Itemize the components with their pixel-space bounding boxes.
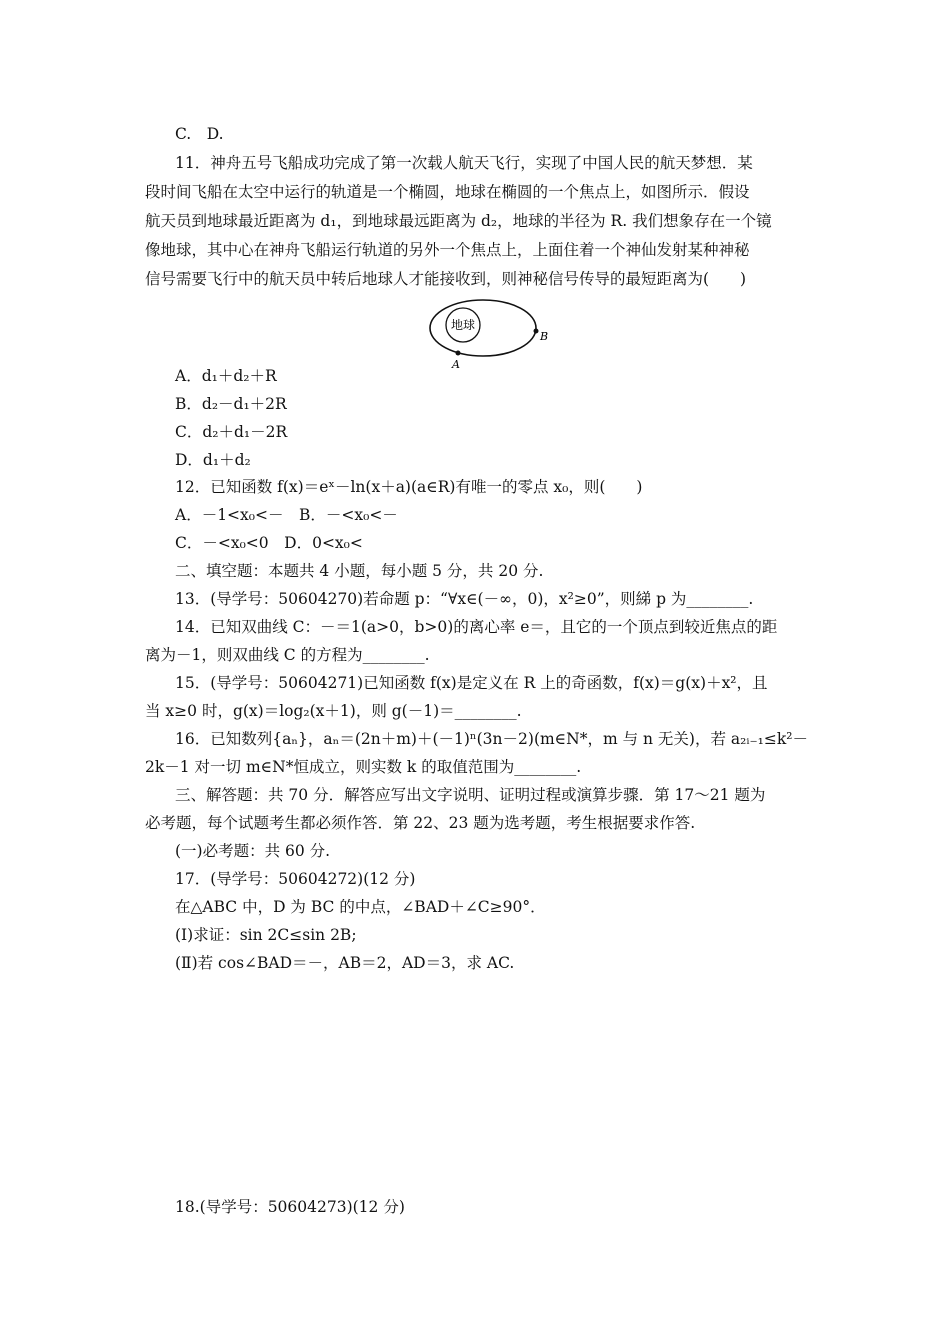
question-18-line: 18.(导学号：50604273)(12 分): [175, 1198, 405, 1216]
question-17-line: 17．(导学号：50604272)(12 分): [175, 870, 416, 888]
text-line: 信号需要飞行中的航天员中转后地球人才能接收到，则神秘信号传导的最短距离为( ): [145, 270, 747, 288]
question-15-line: 15．(导学号：50604271)已知函数 f(x)是定义在 R 上的奇函数，f(x)＝g(x)＋x²，且: [175, 674, 768, 692]
text-line: 段时间飞船在太空中运行的轨道是一个椭圆，地球在椭圆的一个焦点上，如图所示．假设: [145, 183, 750, 201]
section-heading: 三、解答题：共 70 分．解答应写出文字说明、证明过程或演算步骤．第 17～21 题为: [175, 786, 766, 804]
subsection-heading: (一)必考题：共 60 分.: [175, 842, 331, 860]
text-line: 2k－1 对一切 m∈N*恒成立，则实数 k 的取值范围为________.: [145, 758, 582, 776]
text-line: 离为－1，则双曲线 C 的方程为________.: [145, 646, 430, 664]
option-d: D．d₁＋d₂: [175, 451, 251, 469]
text-line: 像地球，其中心在神舟飞船运行轨道的另外一个焦点上，上面住着一个神仙发射某种神秘: [145, 241, 750, 259]
point-b-label: B: [540, 330, 549, 343]
point-a-label: A: [452, 358, 460, 370]
text-line: 当 x≥0 时，g(x)＝log₂(x＋1)，则 g(－1)＝________.: [145, 702, 522, 720]
option-b: B．d₂－d₁＋2R: [175, 395, 287, 413]
question-11-line: 11．神舟五号飞船成功完成了第一次载人航天飞行，实现了中国人民的航天梦想．某: [175, 154, 753, 172]
option-a: A．d₁＋d₂＋R: [175, 367, 277, 385]
earth-label: 地球: [450, 318, 476, 332]
option-c: C．d₂＋d₁－2R: [175, 423, 288, 441]
question-13-line: 13．(导学号：50604270)若命题 p：“∀x∈(－∞，0)，x²≥0”，则綈 p 为________.: [175, 590, 754, 608]
point-a-dot: [456, 351, 461, 356]
text-line: (Ⅱ)若 cos∠BAD＝－，AB＝2，AD＝3，求 AC.: [175, 954, 515, 972]
options-cd: C．－<x₀<0 D．0<x₀<: [175, 534, 363, 552]
orbit-figure: [425, 298, 555, 370]
point-b-dot: [534, 329, 539, 334]
question-12-line: 12．已知函数 f(x)＝eˣ－ln(x＋a)(a∈R)有唯一的零点 x₀，则( ): [175, 478, 643, 496]
text-line: (Ⅰ)求证：sin 2C≤sin 2B;: [175, 926, 357, 944]
text-line: C. D.: [175, 125, 224, 143]
text-line: 在△ABC 中，D 为 BC 的中点，∠BAD＋∠C≥90°．: [175, 898, 546, 916]
section-heading: 二、填空题：本题共 4 小题，每小题 5 分，共 20 分.: [175, 562, 544, 580]
text-line: 必考题，每个试题考生都必须作答．第 22、23 题为选考题，考生根据要求作答.: [145, 814, 696, 832]
question-16-line: 16．已知数列{aₙ}，aₙ＝(2n＋m)＋(－1)ⁿ(3n－2)(m∈N*，m 与 n 无关)，若 a₂ᵢ₋₁≤k²－: [175, 730, 808, 748]
text-line: 航天员到地球最近距离为 d₁，到地球最远距离为 d₂，地球的半径为 R. 我们想象存在一个镜: [145, 212, 772, 230]
options-ab: A．－1<x₀<－ B．－<x₀<－: [175, 506, 398, 524]
question-14-line: 14．已知双曲线 C：－＝1(a>0，b>0)的离心率 e＝，且它的一个顶点到较近焦点的距: [175, 618, 778, 636]
